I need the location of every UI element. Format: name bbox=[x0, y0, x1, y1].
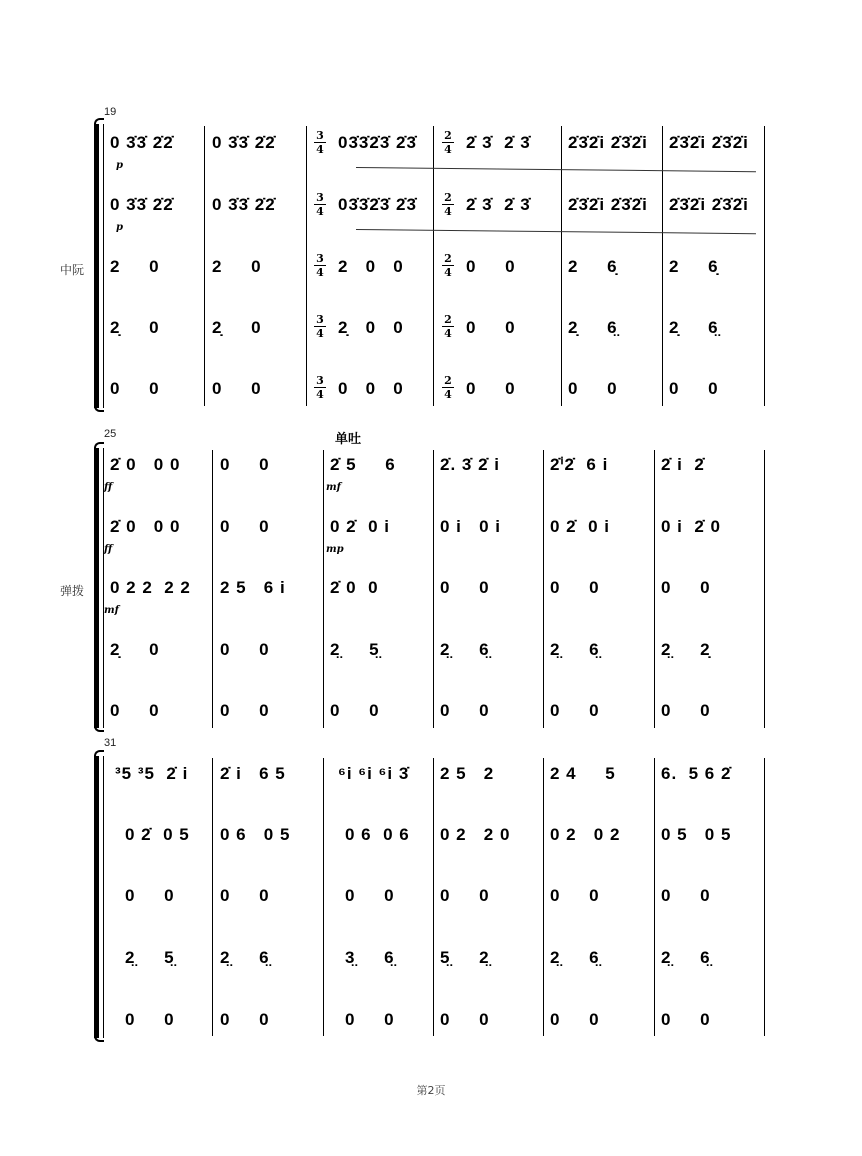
barline bbox=[212, 450, 213, 728]
measure-cell: 0 0 bbox=[661, 886, 711, 905]
measure-cell: 0 6 0 6 bbox=[345, 825, 410, 844]
measure-cell: 0 0 bbox=[550, 886, 600, 905]
measure-cell: 2̣ 6̤ bbox=[669, 318, 719, 337]
time-signature: 2 4 bbox=[442, 253, 454, 278]
measure-cell: 0 2̇ 0 i bbox=[550, 517, 610, 536]
measure-cell: 0 3̇3̇ 2̇2̇ bbox=[110, 195, 174, 214]
measure-cell: 0 0 bbox=[220, 886, 270, 905]
measure-cell: 0 0 bbox=[345, 886, 395, 905]
barline bbox=[212, 758, 213, 1036]
measure-cell: 0 0 bbox=[220, 517, 270, 536]
measure-cell: 2̇ 3̇ 2̇ 3̇ bbox=[466, 133, 531, 152]
measure-cell: 2̣ 0 0 bbox=[338, 318, 404, 337]
time-signature: 3 4 bbox=[314, 253, 326, 278]
measure-cell: 2̇ 5 6 bbox=[330, 455, 396, 474]
measure-cell: 2̇ 0 0 0 bbox=[110, 455, 181, 474]
measure-cell: 2 0 bbox=[212, 257, 262, 276]
measure-cell: 0 0 bbox=[661, 1010, 711, 1029]
measure-cell: 0 0 bbox=[125, 886, 175, 905]
measure-cell: 0 0 bbox=[220, 1010, 270, 1029]
measure-cell: 2 5 2 bbox=[440, 764, 495, 783]
measure-cell: 3̤ 6̤ bbox=[345, 948, 395, 967]
measure-cell: 0 0 bbox=[550, 1010, 600, 1029]
bracket-cap-top bbox=[94, 750, 104, 758]
measure-cell: 2̤ 6̤ bbox=[440, 640, 490, 659]
dynamic-marking: ff bbox=[104, 544, 113, 555]
measure-cell: 0 3̇3̇ 2̇2̇ bbox=[212, 195, 276, 214]
measure-cell: 0 0 bbox=[212, 379, 262, 398]
measure-cell: 0 0 bbox=[220, 455, 270, 474]
glissando-line bbox=[356, 229, 756, 234]
dynamic-marking: mp bbox=[326, 544, 344, 555]
instrument-label: 弹拨 bbox=[60, 584, 85, 598]
page-number: 第2页 bbox=[416, 1084, 446, 1097]
dynamic-marking: mf bbox=[326, 482, 341, 493]
measure-cell: 0 0 bbox=[220, 701, 270, 720]
barline bbox=[561, 126, 562, 406]
measure-cell: 2̇ i 6 5 bbox=[220, 764, 286, 783]
system-bracket bbox=[94, 448, 99, 728]
barline bbox=[764, 758, 765, 1036]
measure-number: 19 bbox=[104, 106, 117, 118]
dynamic-marking: p bbox=[116, 160, 123, 171]
barline bbox=[654, 450, 655, 728]
measure-cell: 0 3̇3̇ 2̇2̇ bbox=[110, 133, 174, 152]
measure-cell: 0 5 0 5 bbox=[661, 825, 732, 844]
measure-cell: 2̇ⁱ2̇ 6 i bbox=[550, 455, 609, 474]
measure-cell: 2 6̣ bbox=[669, 257, 719, 276]
measure-cell: 0 0 bbox=[466, 257, 516, 276]
measure-cell: 2̇3̇2̇i 2̇3̇2̇i bbox=[568, 133, 648, 152]
barline bbox=[764, 126, 765, 406]
measure-cell: 0 0 bbox=[345, 1010, 395, 1029]
measure-cell: 0 0 bbox=[220, 640, 270, 659]
barline bbox=[433, 758, 434, 1036]
bracket-cap-bottom bbox=[94, 724, 104, 732]
measure-cell: 2̤ 6̤ bbox=[550, 640, 600, 659]
articulation-annotation: 单吐 bbox=[335, 432, 362, 447]
measure-cell: ³5 ³5 2̇ i bbox=[115, 764, 189, 783]
measure-cell: 0 0 bbox=[440, 578, 490, 597]
measure-cell: 0 0 bbox=[440, 886, 490, 905]
measure-cell: 6. 5 6 2̇ bbox=[661, 764, 732, 783]
measure-cell: 0 0 bbox=[550, 701, 600, 720]
measure-cell: 2̇3̇2̇i 2̇3̇2̇i bbox=[669, 133, 749, 152]
measure-cell: 2 5 6 i bbox=[220, 578, 286, 597]
measure-cell: 0 0 bbox=[550, 578, 600, 597]
measure-cell: 2̇ i 2̇ bbox=[661, 455, 705, 474]
measure-cell: ⁶i ⁶i ⁶i 3̇ bbox=[338, 764, 410, 783]
measure-cell: 2 6̣ bbox=[568, 257, 618, 276]
measure-cell: 2̤ 6̤ bbox=[661, 948, 711, 967]
time-signature: 2 4 bbox=[442, 314, 454, 339]
measure-cell: 0 2 0 2 bbox=[550, 825, 621, 844]
time-signature: 3 4 bbox=[314, 192, 326, 217]
barline bbox=[764, 450, 765, 728]
measure-cell: 0 0 0 bbox=[338, 379, 404, 398]
measure-cell: 2̤ 6̤ bbox=[220, 948, 270, 967]
measure-cell: 2̤ 5̤ bbox=[330, 640, 380, 659]
measure-cell: 0 0 bbox=[110, 701, 160, 720]
measure-cell: 0 0 bbox=[669, 379, 719, 398]
system-bracket bbox=[94, 756, 99, 1038]
barline bbox=[543, 758, 544, 1036]
time-signature: 3 4 bbox=[314, 130, 326, 155]
measure-cell: 0 i 0 i bbox=[440, 517, 501, 536]
barline bbox=[204, 126, 205, 406]
measure-cell: 2̣ 0 bbox=[110, 318, 160, 337]
measure-cell: 2̇ 0 0 bbox=[330, 578, 379, 597]
time-signature: 3 4 bbox=[314, 314, 326, 339]
measure-cell: 0 0 bbox=[440, 1010, 490, 1029]
measure-cell: 2̣ 6̤ bbox=[568, 318, 618, 337]
measure-cell: 2̇ 0 0 0 bbox=[110, 517, 181, 536]
measure-cell: 0 2 2 2 2 bbox=[110, 578, 191, 597]
barline bbox=[433, 450, 434, 728]
measure-cell: 03̇3̇2̇3̇ 2̇3̇ bbox=[338, 133, 417, 152]
system-bracket-line bbox=[103, 756, 104, 1038]
measure-cell: 0 0 bbox=[330, 701, 380, 720]
measure-cell: 2̣ 0 bbox=[110, 640, 160, 659]
time-signature: 3 4 bbox=[314, 375, 326, 400]
measure-cell: 2̇3̇2̇i 2̇3̇2̇i bbox=[669, 195, 749, 214]
bracket-cap-bottom bbox=[94, 1034, 104, 1042]
time-signature: 2 4 bbox=[442, 375, 454, 400]
measure-number: 25 bbox=[104, 428, 117, 440]
measure-cell: 0 0 bbox=[568, 379, 618, 398]
measure-cell: 2̤ 2̣ bbox=[661, 640, 711, 659]
measure-cell: 2̇. 3̇ 2̇ i bbox=[440, 455, 500, 474]
measure-cell: 2̤ 6̤ bbox=[550, 948, 600, 967]
measure-cell: 0 i 2̇ 0 bbox=[661, 517, 721, 536]
barline bbox=[543, 450, 544, 728]
system-bracket-line bbox=[103, 124, 104, 408]
barline bbox=[662, 126, 663, 406]
measure-cell: 2 0 0 bbox=[338, 257, 404, 276]
measure-cell: 0 0 bbox=[466, 379, 516, 398]
barline bbox=[654, 758, 655, 1036]
measure-cell: 0 0 bbox=[125, 1010, 175, 1029]
glissando-line bbox=[356, 167, 756, 172]
measure-cell: 0 0 bbox=[440, 701, 490, 720]
measure-cell: 2̤ 5̤ bbox=[125, 948, 175, 967]
measure-cell: 2̇3̇2̇i 2̇3̇2̇i bbox=[568, 195, 648, 214]
measure-cell: 0 2̇ 0 5 bbox=[125, 825, 190, 844]
measure-cell: 0 0 bbox=[661, 701, 711, 720]
measure-number: 31 bbox=[104, 737, 117, 749]
instrument-label: 中阮 bbox=[60, 263, 85, 277]
measure-cell: 2̣ 0 bbox=[212, 318, 262, 337]
time-signature: 2 4 bbox=[442, 192, 454, 217]
dynamic-marking: p bbox=[116, 222, 123, 233]
bracket-cap-bottom bbox=[94, 404, 104, 412]
dynamic-marking: ff bbox=[104, 482, 113, 493]
measure-cell: 03̇3̇2̇3̇ 2̇3̇ bbox=[338, 195, 417, 214]
measure-cell: 0 0 bbox=[466, 318, 516, 337]
measure-cell: 0 3̇3̇ 2̇2̇ bbox=[212, 133, 276, 152]
bracket-cap-top bbox=[94, 118, 104, 126]
system-bracket bbox=[94, 124, 99, 408]
bracket-cap-top bbox=[94, 442, 104, 450]
measure-cell: 2 4 5 bbox=[550, 764, 616, 783]
barline bbox=[306, 126, 307, 406]
measure-cell: 2 0 bbox=[110, 257, 160, 276]
measure-cell: 0 6 0 5 bbox=[220, 825, 291, 844]
time-signature: 2 4 bbox=[442, 130, 454, 155]
measure-cell: 0 2 2 0 bbox=[440, 825, 511, 844]
measure-cell: 2̇ 3̇ 2̇ 3̇ bbox=[466, 195, 531, 214]
measure-cell: 5̤ 2̤ bbox=[440, 948, 490, 967]
barline bbox=[323, 450, 324, 728]
measure-cell: 0 2̇ 0 i bbox=[330, 517, 390, 536]
measure-cell: 0 0 bbox=[661, 578, 711, 597]
measure-cell: 0 0 bbox=[110, 379, 160, 398]
dynamic-marking: mf bbox=[104, 605, 119, 616]
barline bbox=[323, 758, 324, 1036]
